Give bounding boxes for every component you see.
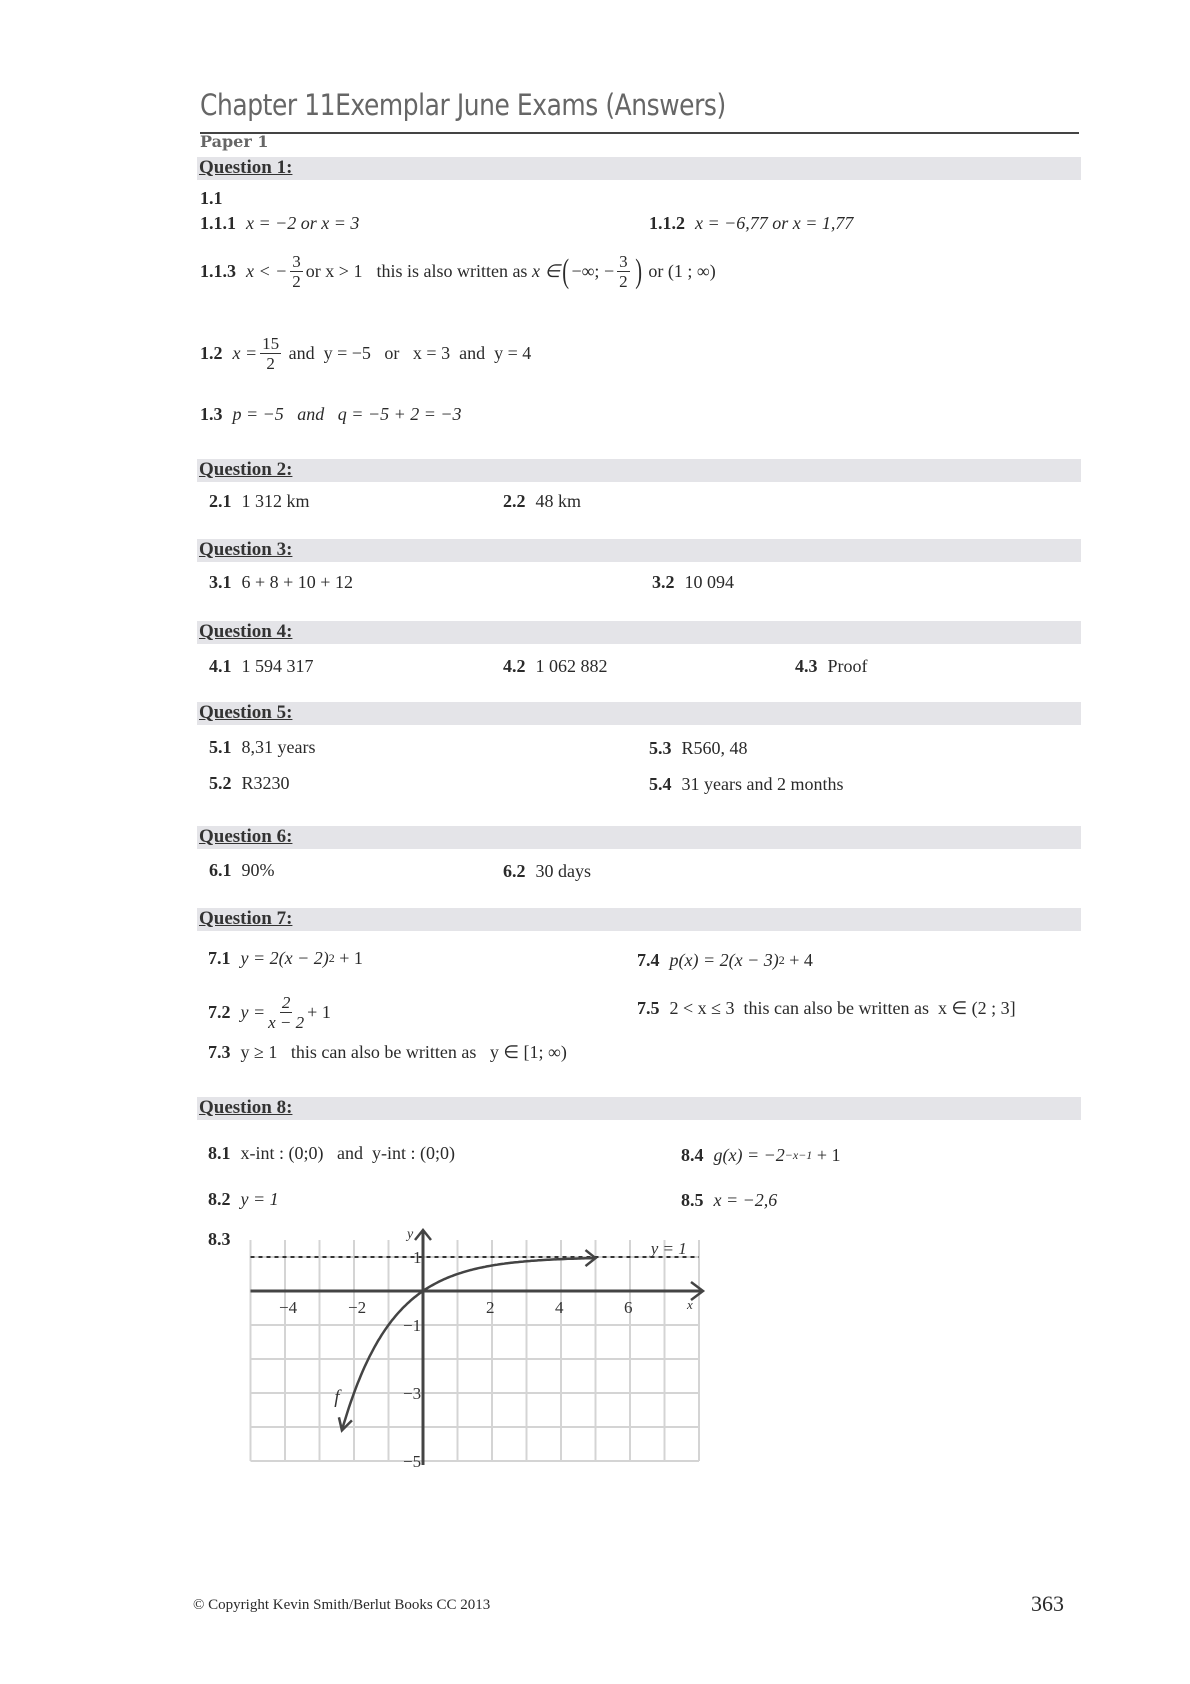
answer-7-3: 7.3 y ≥ 1 this can also be written as y ∈ [1; ∞) [208, 1042, 567, 1062]
answer-8-5: 8.5 x = −2,6 [681, 1190, 778, 1210]
question-2-header: Question 2: [197, 459, 1081, 482]
x-tick-label: 2 [486, 1298, 495, 1317]
x-axis-label: x [687, 1297, 693, 1312]
answer-1-2: 1.2 x = $\frac{15}{2}$ and y = −5 or x = 3 and y = 4 [200, 334, 532, 373]
x-tick-label: −2 [348, 1298, 367, 1317]
page-title: Chapter 11Exemplar June Exams (Answers) [200, 88, 726, 122]
x-tick-label: 4 [555, 1298, 564, 1317]
answer-7-5: 7.5 2 < x ≤ 3 this can also be written as x ∈ (2 ; 3] [637, 998, 1016, 1018]
answer-5-4: 5.4 31 years and 2 months [649, 774, 844, 794]
graph-grid [251, 1240, 700, 1461]
answer-1-1-label: 1.1 [200, 188, 223, 208]
x-tick-label: −4 [279, 1298, 298, 1317]
copyright: © Copyright Kevin Smith/Berlut Books CC 2013 [193, 1597, 491, 1613]
y-tick-label: 1 [413, 1248, 422, 1267]
question-7-header: Question 7: [197, 908, 1081, 931]
question-label: Question 1: [199, 157, 293, 178]
question-8-header: Question 8: [197, 1097, 1081, 1120]
answer-7-2: 7.2 y = $\frac{2}{x - 2}$ + 1 [208, 993, 331, 1032]
question-3-header: Question 3: [197, 539, 1081, 562]
curve-f [342, 1258, 596, 1430]
answer-3-2: 3.2 10 094 [652, 572, 734, 592]
question-6-header: Question 6: [197, 826, 1081, 849]
answer-2-2: 2.2 48 km [503, 491, 582, 511]
answer-4-3: 4.3 Proof [795, 656, 868, 676]
answer-4-2: 4.2 1 062 882 [503, 656, 608, 676]
answer-4-1: 4.1 1 594 317 [209, 656, 314, 676]
answer-5-3: 5.3 R560, 48 [649, 738, 748, 758]
answer-5-1: 5.1 8,31 years [209, 737, 316, 757]
y-axis-label: y [407, 1227, 414, 1242]
answer-6-2: 6.2 30 days [503, 861, 591, 881]
answer-1-3: 1.3 p = −5 and q = −5 + 2 = −3 [200, 404, 462, 424]
answer-8-3: 8.3 [208, 1229, 231, 1249]
answer-1-1-2: 1.1.2 x = −6,77 or x = 1,77 [649, 213, 854, 233]
paper-label: Paper 1 [200, 132, 269, 151]
answer-2-1: 2.1 1 312 km [209, 491, 310, 511]
question-4-header: Question 4: [197, 621, 1081, 644]
answer-8-4: 8.4 g(x) = −2 −x−1 + 1 [681, 1145, 841, 1165]
answer-8-1: 8.1 x-int : (0;0) and y-int : (0;0) [208, 1143, 455, 1163]
answer-7-4: 7.4 p(x) = 2(x − 3) 2 + 4 [637, 950, 813, 970]
curve-label: f [334, 1387, 340, 1409]
y-tick-label: −3 [403, 1384, 422, 1403]
arrow-heads [339, 1230, 703, 1430]
y-tick-label: −5 [403, 1452, 422, 1471]
answer-5-2: 5.2 R3230 [209, 773, 290, 793]
y-tick-label: −1 [403, 1316, 422, 1335]
answer-7-1: 7.1 y = 2(x − 2) 2 + 1 [208, 948, 363, 968]
answer-1-1-1: 1.1.1 x = −2 or x = 3 [200, 213, 360, 233]
x-tick-label: 6 [624, 1298, 633, 1317]
answer-8-2: 8.2 y = 1 [208, 1189, 279, 1209]
answer-6-1: 6.1 90% [209, 860, 275, 880]
page-number: 363 [1031, 1591, 1064, 1616]
asymptote-label: y = 1 [650, 1239, 687, 1258]
answer-1-1-3: 1.1.3 x < − $\frac{3}{2}$ or x > 1 this is also written as x ∈ ( −∞; − $\frac{3}{2}$ ) or (1 ; ∞) [200, 252, 716, 291]
answer-3-1: 3.1 6 + 8 + 10 + 12 [209, 572, 353, 592]
question-5-header: Question 5: [197, 702, 1081, 725]
